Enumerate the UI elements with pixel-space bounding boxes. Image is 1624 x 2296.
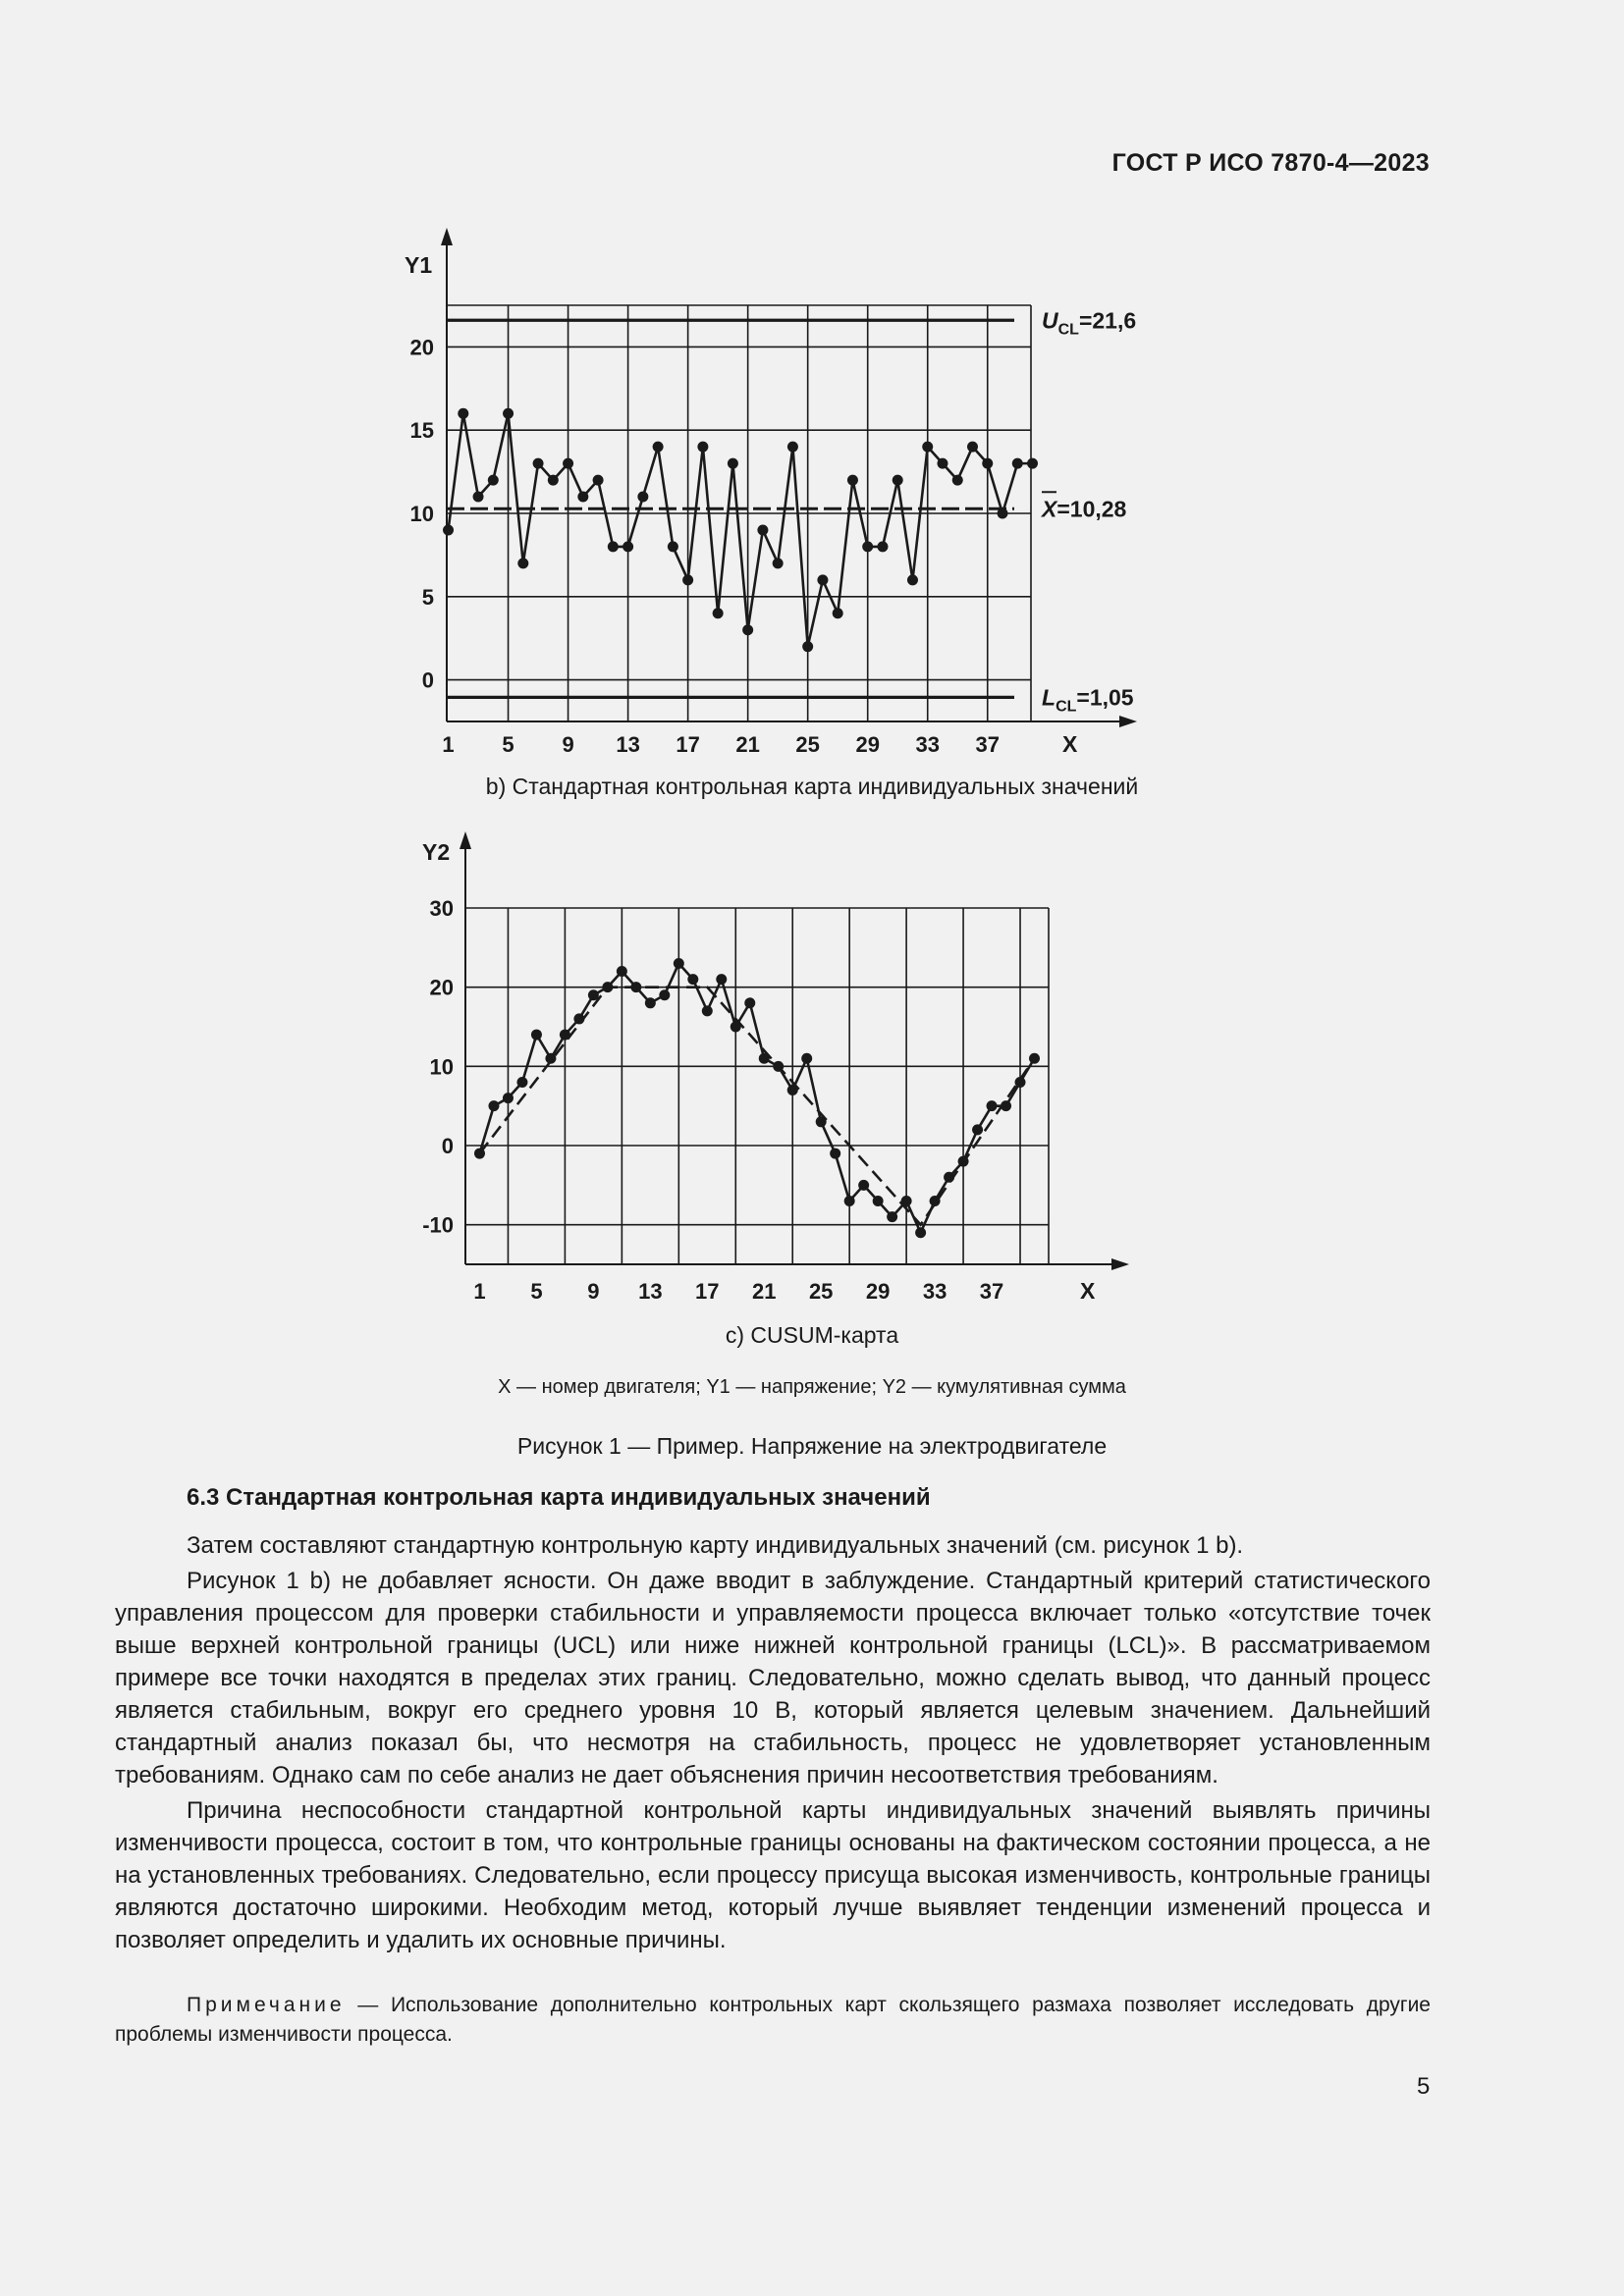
x-tick-label: 17 [695, 1279, 720, 1304]
page-number: 5 [1417, 2073, 1431, 2100]
chart-cusum [0, 825, 1624, 1315]
data-point [877, 541, 888, 552]
control-label-subscript: CL [1056, 698, 1077, 716]
y-axis-label: Y1 [405, 252, 433, 278]
paragraph: Причина неспособности стандартной контрольной карты индивидуальных значений выявлять причины изменчивости процесса, состоит в том, что контрольные границы основаны на фактическом состоянии процесса, а не на установленных требованиях. Следовательно, если процессу присуща высокая изменчивость, контрольные границы являются достаточно широкими. Необходим метод, который лучше выявляет тенденции изменений процесса и позволяет определить и удалить их основные причины. [115, 1797, 1431, 1953]
data-point [887, 1211, 897, 1222]
note [115, 1991, 1431, 2050]
x-tick-label: 25 [808, 1279, 834, 1304]
control-label-value: =1,05 [1076, 684, 1134, 711]
data-point [577, 492, 588, 503]
section-title: 6.3 Стандартная контрольная карта индивидуальных значений [187, 1484, 931, 1511]
data-point [773, 558, 784, 568]
data-point [731, 1022, 741, 1033]
mean-label [1040, 496, 1127, 521]
x-axis-label: X [1080, 1278, 1096, 1304]
series-line [449, 413, 1033, 646]
trend-line [479, 988, 1034, 1225]
data-point [659, 989, 670, 1000]
y-tick-label: 20 [409, 335, 434, 360]
data-point [787, 1085, 798, 1095]
data-point [987, 1100, 998, 1111]
data-point [862, 541, 873, 552]
data-point [713, 608, 724, 618]
chart-individual-values [0, 0, 1624, 785]
data-point [593, 475, 604, 486]
data-point [443, 524, 454, 535]
data-point [488, 475, 499, 486]
data-point [1027, 458, 1038, 469]
data-point [759, 1053, 770, 1064]
data-point [833, 608, 843, 618]
control-label-value: =21,6 [1078, 307, 1137, 334]
data-point [503, 1093, 514, 1103]
data-point [545, 1053, 556, 1064]
data-point [937, 458, 947, 469]
control-label-symbol: L [1042, 684, 1056, 711]
data-point [458, 408, 468, 419]
x-axis-label: X [1062, 731, 1078, 757]
data-point [930, 1196, 941, 1206]
control-label-symbol: X [1042, 496, 1057, 522]
data-point [773, 1061, 784, 1072]
data-point [617, 966, 627, 977]
y-tick-label: 0 [441, 1134, 454, 1158]
data-point [1029, 1053, 1040, 1064]
data-point [531, 1030, 542, 1041]
ucl-label [1042, 307, 1136, 338]
series-line [479, 963, 1034, 1232]
data-point [674, 958, 684, 969]
data-point [982, 458, 993, 469]
data-point [473, 492, 484, 503]
x-tick-label: 5 [530, 1279, 543, 1304]
data-point [922, 442, 933, 453]
data-point [645, 997, 656, 1008]
data-point [817, 574, 828, 585]
data-point [682, 574, 693, 585]
control-label-symbol: U [1042, 307, 1058, 334]
x-tick-label: 33 [922, 1279, 947, 1304]
x-tick-label: 13 [616, 732, 640, 757]
data-point [801, 1053, 812, 1064]
data-point [630, 982, 641, 992]
data-point [873, 1196, 884, 1206]
data-point [548, 475, 559, 486]
note-text: — Использование дополнительно контрольных карт скользящего размаха позволяет исследовать другие проблемы изменчивости процесса. [115, 1994, 1431, 2046]
data-point [697, 442, 708, 453]
y-tick-label: 20 [429, 975, 454, 1000]
y-tick-label: 10 [409, 502, 434, 526]
data-point [744, 997, 755, 1008]
x-tick-label: 17 [676, 732, 700, 757]
data-point [637, 492, 648, 503]
data-point [474, 1148, 485, 1159]
x-tick-label: 5 [502, 732, 514, 757]
data-point [563, 458, 573, 469]
data-point [623, 541, 633, 552]
data-point [716, 974, 727, 985]
data-point [844, 1196, 855, 1206]
data-point [503, 408, 514, 419]
y-tick-label: 15 [409, 418, 434, 444]
data-point [952, 475, 963, 486]
x-tick-label: 37 [979, 1279, 1004, 1304]
x-tick-label: 29 [865, 1279, 891, 1304]
data-point [560, 1030, 570, 1041]
y-tick-label: 30 [429, 896, 454, 921]
x-tick-label: 21 [735, 732, 760, 757]
x-tick-label: 13 [638, 1279, 663, 1304]
data-point [653, 442, 664, 453]
data-point [516, 1077, 527, 1088]
data-point [915, 1227, 926, 1238]
data-point [972, 1124, 983, 1135]
y-axis-label: Y2 [422, 839, 451, 865]
x-tick-label: 9 [587, 1279, 600, 1304]
caption-fig-c: c) CUSUM-карта [725, 1322, 899, 1348]
data-point [787, 442, 798, 453]
data-point [757, 524, 768, 535]
data-point [687, 974, 698, 985]
x-tick-label: 25 [795, 732, 820, 757]
data-point [1015, 1077, 1026, 1088]
data-point [847, 475, 858, 486]
data-point [802, 641, 813, 652]
paragraph: Затем составляют стандартную контрольную карту индивидуальных значений (см. рисунок 1 b). [187, 1532, 1244, 1559]
x-axis-arrow [1111, 1258, 1129, 1270]
data-point [517, 558, 528, 568]
y-axis-arrow [460, 831, 471, 849]
control-label-value: =10,28 [1056, 496, 1127, 522]
figure-legend: X — номер двигателя; Y1 — напряжение; Y2 — кумулятивная сумма [498, 1376, 1126, 1398]
x-tick-label: 33 [915, 732, 940, 757]
x-tick-label: 9 [562, 732, 574, 757]
x-tick-label: 37 [975, 732, 1000, 757]
body-text [115, 1529, 1431, 1959]
data-point [1012, 458, 1023, 469]
data-point [944, 1172, 954, 1183]
data-point [998, 508, 1008, 519]
x-axis-arrow [1119, 716, 1137, 727]
note-label: Примечание [187, 1994, 346, 2016]
x-tick-label: 21 [752, 1279, 777, 1304]
data-point [893, 475, 903, 486]
data-point [901, 1196, 912, 1206]
data-point [907, 574, 918, 585]
x-tick-label: 1 [442, 732, 455, 757]
figure-title: Рисунок 1 — Пример. Напряжение на электродвигателе [516, 1433, 1108, 1459]
y-tick-label: 10 [429, 1054, 454, 1080]
y-tick-label: 0 [421, 667, 434, 693]
paragraph: Рисунок 1 b) не добавляет ясности. Он даже вводит в заблуждение. Стандартный критерий статистического управления процессом для проверки стабильности и управляемости процесса включает только «отсутствие точек выше верхней контрольной границы (UCL) или ниже нижней контрольной границы (LCL)». В рассматриваемом примере все точки находятся в пределах этих границ. Следовательно, можно сделать вывод, что данный процесс является стабильным, вокруг его среднего уровня 10 В, который является целевым значением. Дальнейший стандартный анализ показал бы, что несмотря на стабильность, процесс не удовлетворяет установленным требованиям. Однако сам по себе анализ не дает объяснения причин несоответствия требованиям. [115, 1568, 1431, 1789]
data-point [588, 989, 599, 1000]
data-point [816, 1116, 827, 1127]
data-point [1001, 1100, 1011, 1111]
y-axis-arrow [441, 228, 453, 245]
document-header: ГОСТ Р ИСО 7870-4—2023 [1111, 149, 1430, 177]
data-point [573, 1013, 584, 1024]
data-point [702, 1005, 713, 1016]
data-point [602, 982, 613, 992]
x-tick-label: 1 [473, 1279, 486, 1304]
data-point [742, 624, 753, 635]
data-point [533, 458, 544, 469]
data-point [958, 1156, 969, 1167]
x-tick-label: 29 [855, 732, 880, 757]
data-point [668, 541, 678, 552]
y-tick-label: -10 [422, 1212, 454, 1238]
control-label-subscript: CL [1057, 321, 1079, 339]
caption-fig-b: b) Стандартная контрольная карта индивидуальных значений [485, 774, 1139, 799]
data-point [830, 1148, 840, 1159]
y-tick-label: 5 [421, 584, 434, 610]
data-point [608, 541, 619, 552]
data-point [858, 1180, 869, 1191]
data-point [488, 1100, 499, 1111]
lcl-label [1042, 684, 1134, 715]
data-point [967, 442, 978, 453]
data-point [728, 458, 738, 469]
